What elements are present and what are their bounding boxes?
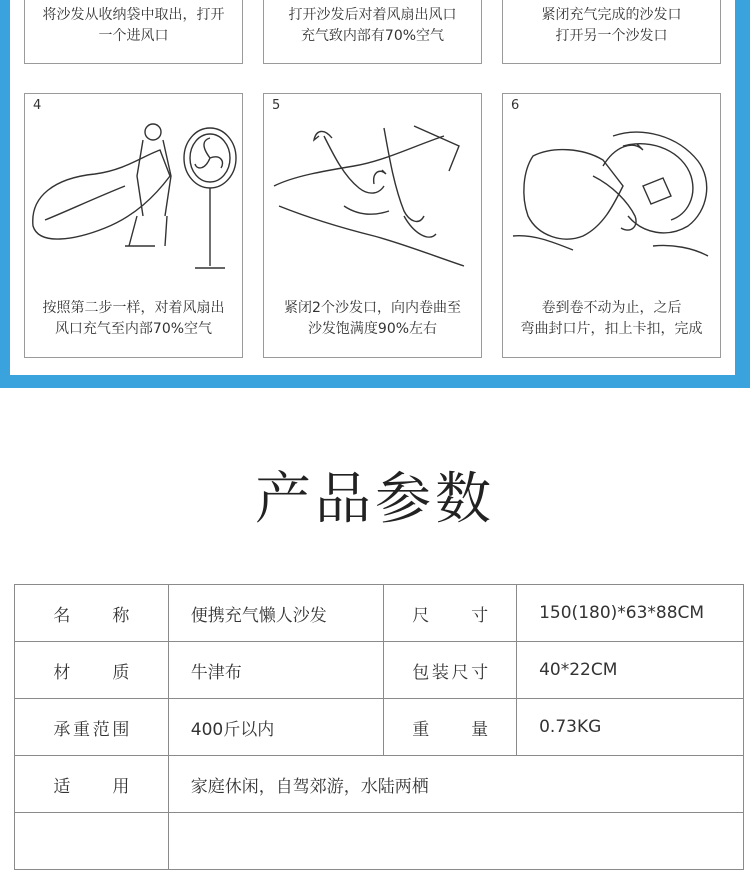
spec-label-size: 尺 寸 [384,585,517,642]
step-card-6 [502,93,721,358]
step-card-2 [263,0,482,64]
spec-label-name: 名 称 [15,585,169,642]
step-6-number: 6 [511,98,520,113]
step-4-number: 4 [33,98,42,113]
step-5-caption-line2: 沙发饱满度90%左右 [307,321,438,337]
step-6-caption-line2: 弯曲封口片，扣上卡扣，完成 [520,321,703,337]
inflate-with-fan-illustration [25,116,242,296]
spec-value-usage: 家庭休闲，自驾郊游，水陆两栖 [168,756,743,813]
table-row [15,585,744,642]
spec-value-material: 牛津布 [168,642,384,699]
spec-label-material: 材 质 [15,642,169,699]
table-row [15,756,744,813]
spec-value-name: 便携充气懒人沙发 [168,585,384,642]
step-card-5 [263,93,482,358]
spec-label-package-size: 包装尺寸 [384,642,517,699]
section-title: 产品参数 [255,467,495,532]
table-row [15,699,744,756]
spec-label-weight: 重 量 [384,699,517,756]
step-6-caption-line1: 卷到卷不动为止，之后 [541,300,682,316]
spec-value-size: 150(180)*63*88CM [517,585,744,642]
step-card-4 [24,93,243,358]
spec-value-weight: 0.73KG [517,699,744,756]
step-1-caption-line1: 将沙发从收纳袋中取出，打开 [42,7,225,23]
step-5-caption-line1: 紧闭2个沙发口，向内卷曲至 [284,300,461,316]
step-2-caption-line2: 充气致内部有70%空气 [300,28,445,44]
specs-table [14,584,744,870]
spec-value-empty [168,813,743,870]
spec-label-load: 承重范围 [15,699,169,756]
close-and-roll-illustration [264,116,481,296]
spec-label-empty [15,813,169,870]
spec-label-usage: 适 用 [15,756,169,813]
instruction-panel [0,0,750,388]
step-3-caption-line1: 紧闭充气完成的沙发口 [541,7,682,23]
step-4-caption-line1: 按照第二步一样，对着风扇出 [42,300,225,316]
step-3-caption-line2: 打开另一个沙发口 [555,28,668,44]
step-1-caption-line2: 一个进风口 [98,28,169,44]
spec-value-load: 400斤以内 [168,699,384,756]
table-row [15,813,744,870]
step-2-caption-line1: 打开沙发后对着风扇出风口 [288,7,457,23]
step-5-number: 5 [272,98,281,113]
step-card-1 [24,0,243,64]
step-card-3 [502,0,721,64]
table-row [15,642,744,699]
spec-value-package-size: 40*22CM [517,642,744,699]
step-4-caption-line2: 风口充气至内部70%空气 [54,321,213,337]
roll-and-buckle-illustration [503,116,720,296]
